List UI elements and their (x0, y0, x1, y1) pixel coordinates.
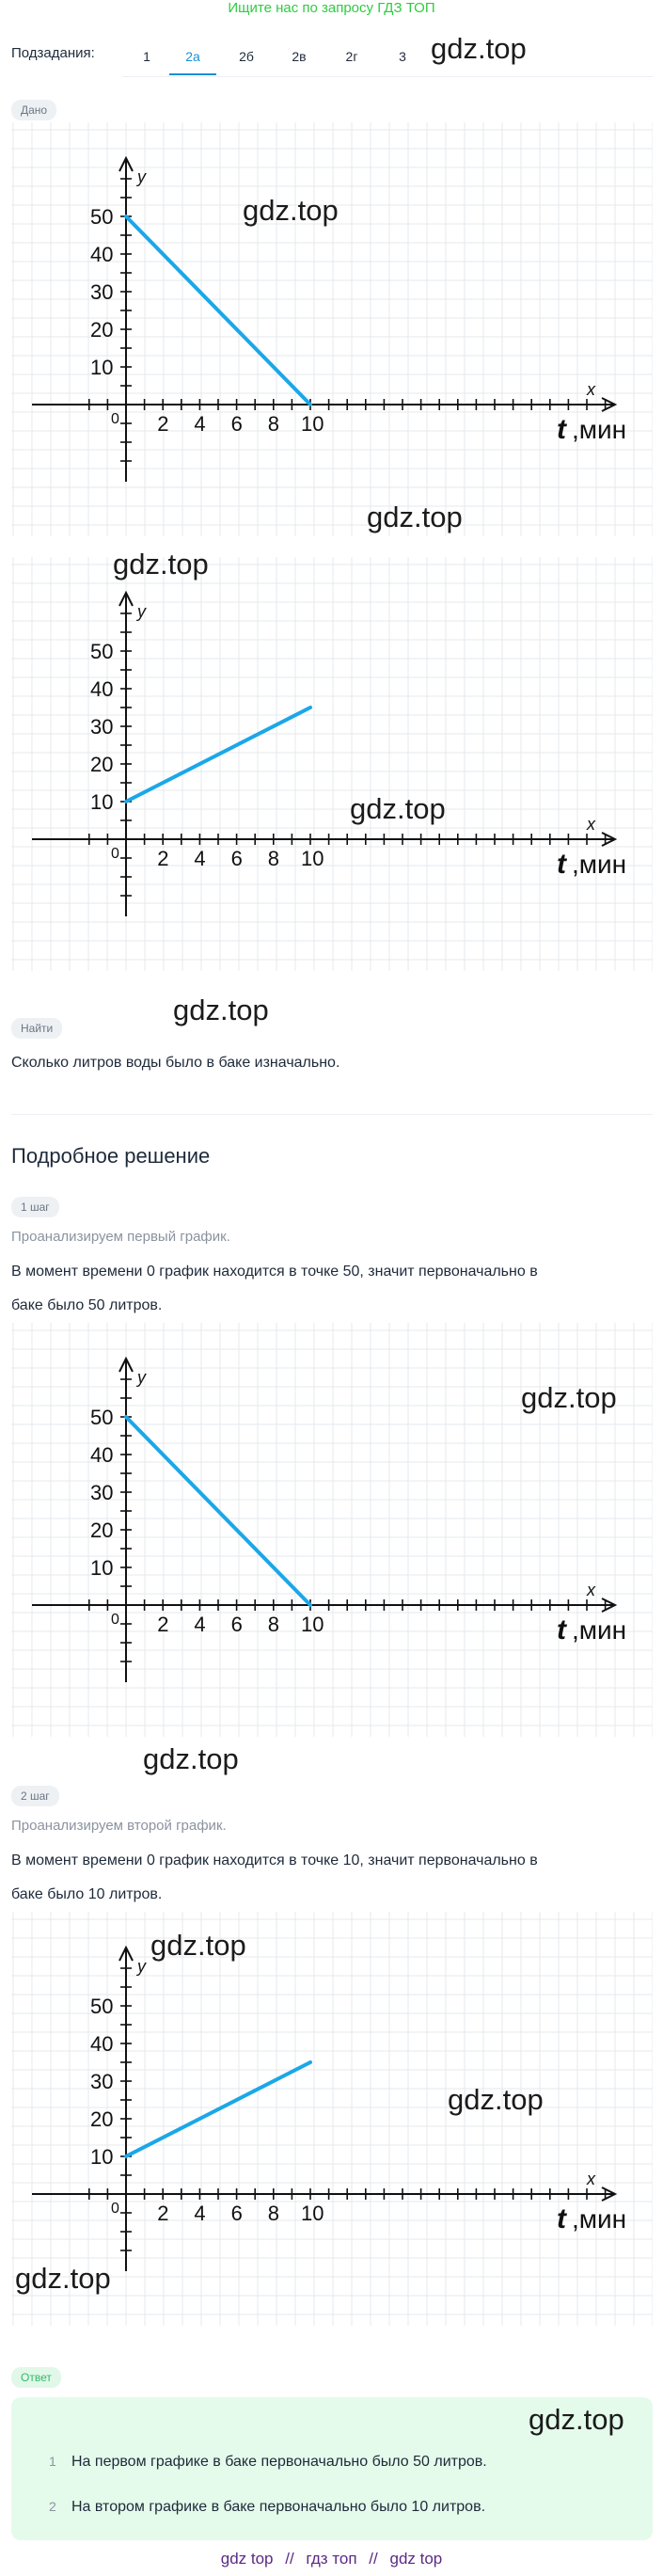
x-tick-label: 8 (267, 1613, 280, 1636)
coordinate-graph (11, 557, 653, 971)
footer-link[interactable]: гдз топ (306, 2550, 357, 2568)
y-tick-label: 20 (90, 1519, 114, 1542)
x-tick-label: 4 (194, 1613, 206, 1636)
y-tick-label: 50 (90, 1995, 114, 2018)
x-tick-label: 6 (230, 412, 243, 436)
x-tick-label: 10 (301, 412, 324, 436)
answer-number: 1 (49, 2454, 56, 2469)
data-line (126, 216, 310, 405)
watermark: gdz.top (113, 548, 209, 580)
tabs-divider (122, 76, 654, 77)
watermark: gdz.top (367, 501, 463, 533)
watermark: gdz.top (521, 1381, 617, 1414)
solution-heading: Подробное решение (11, 1144, 211, 1168)
tab-2a[interactable]: 2а (169, 38, 216, 75)
watermark: gdz.top (143, 1742, 239, 1775)
data-line (126, 2062, 310, 2156)
answer-badge: Ответ (11, 2367, 61, 2388)
y-tick-label: 40 (90, 243, 114, 266)
t-label: t (557, 1614, 566, 1646)
graph-given-1 (11, 122, 653, 536)
x-tick-label: 2 (157, 847, 169, 870)
watermark: gdz.top (243, 194, 339, 227)
coordinate-graph (11, 122, 653, 536)
y-axis-label: y (137, 602, 146, 621)
y-tick-label: 10 (90, 2145, 114, 2169)
x-tick-label: 8 (267, 847, 280, 870)
watermark: gdz.top (150, 1929, 246, 1962)
answer-number: 2 (49, 2499, 56, 2514)
footer-links (0, 2550, 663, 2568)
t-label: t (557, 2203, 566, 2234)
y-tick-label: 50 (90, 640, 114, 663)
x-tick-label: 6 (230, 1613, 243, 1636)
step1-text-line1: В момент времени 0 график находится в точке 50, значит первоначально в (11, 1264, 538, 1280)
x-tick-label: 10 (301, 2202, 324, 2225)
y-tick-label: 40 (90, 1443, 114, 1467)
divider (11, 1114, 653, 1115)
x-tick-label: 4 (194, 412, 206, 436)
data-line (126, 1417, 310, 1605)
y-tick-label: 30 (90, 280, 114, 304)
y-tick-label: 50 (90, 205, 114, 229)
x-axis-label: x (587, 1581, 595, 1599)
unit-label: ,мин (572, 1615, 627, 1645)
unit-label: ,мин (572, 850, 627, 879)
subtasks-label: Подзадания: (11, 45, 95, 61)
origin-label: 0 (111, 1612, 119, 1628)
watermark: gdz.top (529, 2403, 624, 2436)
footer-link[interactable]: gdz top (389, 2550, 443, 2568)
y-axis-label: y (137, 1368, 146, 1387)
x-axis-label: x (587, 2170, 595, 2188)
search-banner: Ищите нас по запросу ГДЗ ТОП (228, 0, 435, 16)
step2-badge: 2 шаг (11, 1786, 59, 1806)
step2-subtitle: Проанализируем второй график. (11, 1818, 227, 1834)
step1-text-line2: баке было 50 литров. (11, 1297, 163, 1313)
x-tick-label: 4 (194, 2202, 206, 2225)
tab-2g[interactable]: 2г (345, 49, 358, 64)
y-tick-label: 40 (90, 2032, 114, 2056)
watermark: gdz.top (173, 994, 269, 1026)
x-tick-label: 2 (157, 2202, 169, 2225)
origin-label: 0 (111, 846, 119, 862)
t-label: t (557, 414, 566, 445)
find-badge: Найти (11, 1018, 62, 1039)
x-tick-label: 6 (230, 847, 243, 870)
graph-given-2 (11, 557, 653, 971)
watermark: gdz.top (431, 32, 527, 65)
y-tick-label: 10 (90, 356, 114, 379)
step1-badge: 1 шаг (11, 1197, 59, 1217)
data-line (126, 708, 310, 802)
x-tick-label: 10 (301, 1613, 324, 1636)
origin-label: 0 (111, 411, 119, 427)
x-tick-label: 8 (267, 2202, 280, 2225)
y-tick-label: 50 (90, 1406, 114, 1429)
y-tick-label: 40 (90, 677, 114, 701)
watermark: gdz.top (448, 2083, 544, 2116)
unit-label: ,мин (572, 2204, 627, 2234)
step2-text-line2: баке было 10 литров. (11, 1886, 163, 1902)
y-tick-label: 20 (90, 318, 114, 342)
answer-text: На первом графике в баке первоначально было 50 литров. (71, 2454, 487, 2470)
y-tick-label: 30 (90, 715, 114, 739)
x-tick-label: 2 (157, 1613, 169, 1636)
given-badge: Дано (11, 100, 56, 120)
x-tick-label: 2 (157, 412, 169, 436)
x-axis-label: x (587, 380, 595, 399)
footer-separator: // (285, 2550, 294, 2568)
tab-2b[interactable]: 2б (239, 49, 254, 64)
y-axis-label: y (137, 167, 146, 186)
y-tick-label: 10 (90, 1556, 114, 1580)
step1-subtitle: Проанализируем первый график. (11, 1229, 230, 1245)
question-text: Сколько литров воды было в баке изначально. (11, 1055, 340, 1071)
t-label: t (557, 849, 566, 880)
y-tick-label: 30 (90, 2070, 114, 2093)
x-tick-label: 6 (230, 2202, 243, 2225)
origin-label: 0 (111, 2201, 119, 2217)
x-tick-label: 10 (301, 847, 324, 870)
unit-label: ,мин (572, 415, 627, 444)
watermark: gdz.top (15, 2262, 111, 2295)
y-tick-label: 20 (90, 2107, 114, 2131)
y-tick-label: 20 (90, 753, 114, 776)
y-tick-label: 10 (90, 790, 114, 814)
footer-link[interactable]: gdz top (220, 2550, 274, 2568)
y-tick-label: 30 (90, 1481, 114, 1504)
x-tick-label: 8 (267, 412, 280, 436)
x-tick-label: 4 (194, 847, 206, 870)
tab-3[interactable]: 3 (399, 49, 406, 64)
tab-2v[interactable]: 2в (292, 49, 307, 64)
footer-separator: // (369, 2550, 378, 2568)
step2-text-line1: В момент времени 0 график находится в точке 10, значит первоначально в (11, 1852, 538, 1868)
answer-text: На втором графике в баке первоначально было 10 литров. (71, 2499, 486, 2515)
watermark: gdz.top (350, 792, 446, 825)
x-axis-label: x (587, 815, 595, 834)
y-axis-label: y (137, 1957, 146, 1976)
tab-1[interactable]: 1 (143, 49, 150, 64)
